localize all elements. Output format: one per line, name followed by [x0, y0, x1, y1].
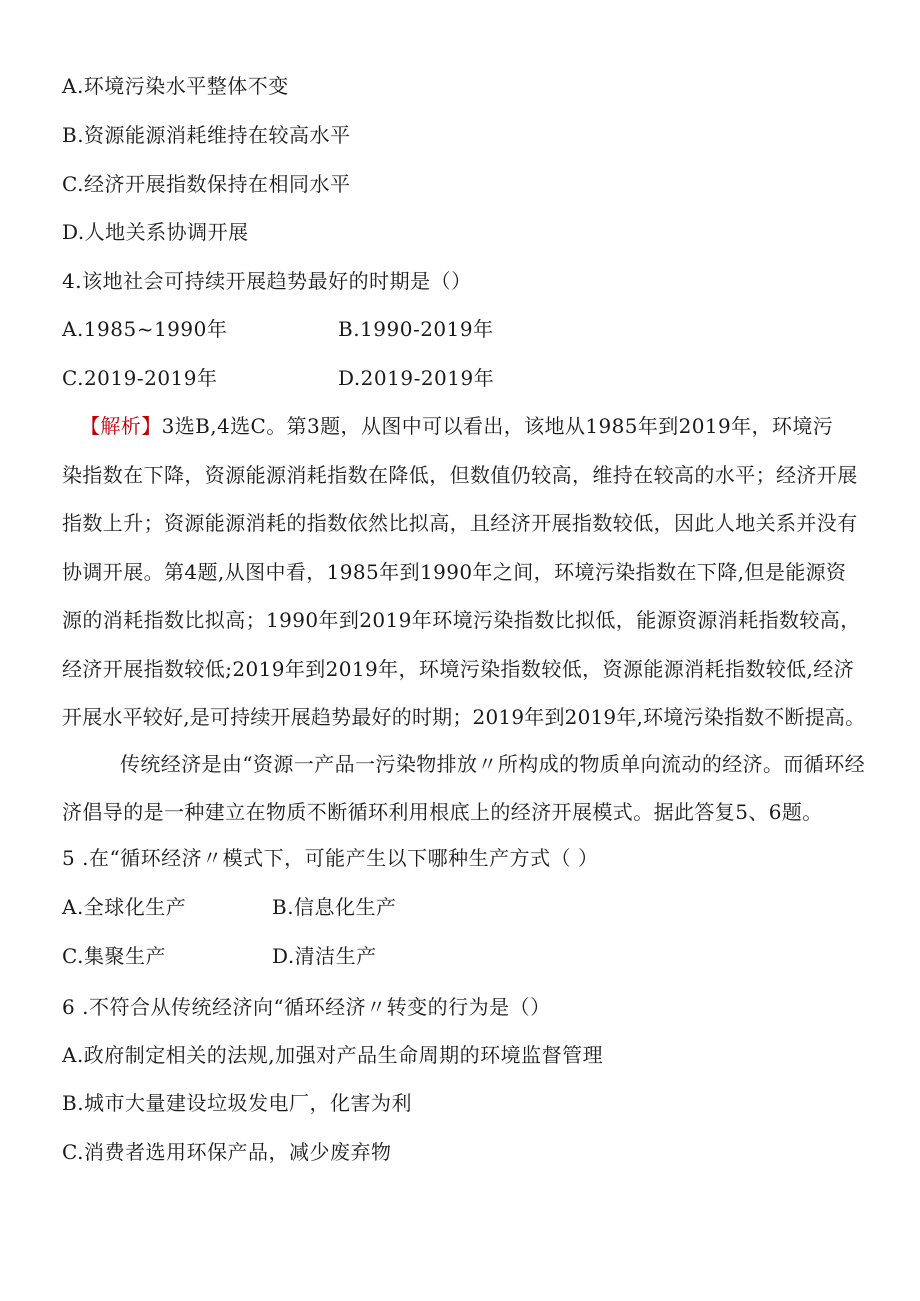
q5-option-a: A.全球化生产 [62, 895, 187, 919]
q4-stem: 4.该地社会可持续开展趋势最好的时期是（） [62, 269, 472, 293]
q4-option-b: B.1990-2019年 [338, 317, 494, 341]
q3-option-b: B.资源能源消耗维持在较高水平 [62, 123, 351, 147]
explanation-line-7: 开展水平较好,是可持续开展趋势最好的时期；2019年到2019年,环境污染指数不断提高。 [62, 705, 866, 729]
q4-option-d: D.2019-2019年 [338, 366, 495, 390]
passage-line-1: 传统经济是由“资源一产品一污染物排放〃所构成的物质单向流动的经济。而循环经 [120, 752, 866, 776]
explanation-line-6: 经济开展指数较低;2019年到2019年，环境污染指数较低，资源能源消耗指数较低,经济 [62, 657, 855, 681]
q3-option-c: C.经济开展指数保持在相同水平 [62, 172, 351, 196]
q6-option-c: C.消费者选用环保产品，减少废弃物 [62, 1140, 392, 1164]
q6-option-b: B.城市大量建设垃圾发电厂，化害为利 [62, 1091, 413, 1115]
q5-option-b: B.信息化生产 [272, 895, 397, 919]
explanation-line-1 [80, 414, 833, 438]
q5-option-d: D.清洁生产 [272, 944, 377, 968]
q6-option-a: A.政府制定相关的法规,加强对产品生命周期的环境监督管理 [62, 1043, 604, 1067]
q4-option-c: C.2019-2019年 [62, 366, 218, 390]
q6-stem: 6 .不符合从传统经济向“循环经济〃转变的行为是（） [62, 995, 551, 1019]
q5-option-c: C.集聚生产 [62, 944, 166, 968]
explanation-tag: 【解析】 [80, 414, 162, 438]
q3-option-d: D.人地关系协调开展 [62, 220, 249, 244]
q4-option-a: A.1985~1990年 [62, 317, 228, 341]
explanation-line-3: 指数上升；资源能源消耗的指数依然比拟高，且经济开展指数较低，因此人地关系并没有 [62, 511, 858, 535]
explanation-line-4: 协调开展。第4题,从图中看，1985年到1990年之间，环境污染指数在下降,但是能源资 [62, 560, 847, 584]
passage-line-2: 济倡导的是一种建立在物质不断循环利用根底上的经济开展模式。据此答复5、6题。 [62, 800, 823, 824]
q3-option-a: A.环境污染水平整体不变 [62, 74, 289, 98]
explanation-line-1-text: 3选B,4选C。第3题，从图中可以看出，该地从1985年到2019年，环境污 [161, 414, 834, 438]
explanation-line-5: 源的消耗指数比拟高；1990年到2019年环境污染指数比拟低，能源资源消耗指数较高， [62, 608, 861, 632]
q5-stem: 5 .在“循环经济〃模式下，可能产生以下哪种生产方式（ ） [62, 846, 599, 870]
explanation-line-2: 染指数在下降，资源能源消耗指数在降低，但数值仍较高，维持在较高的水平；经济开展 [62, 463, 858, 487]
